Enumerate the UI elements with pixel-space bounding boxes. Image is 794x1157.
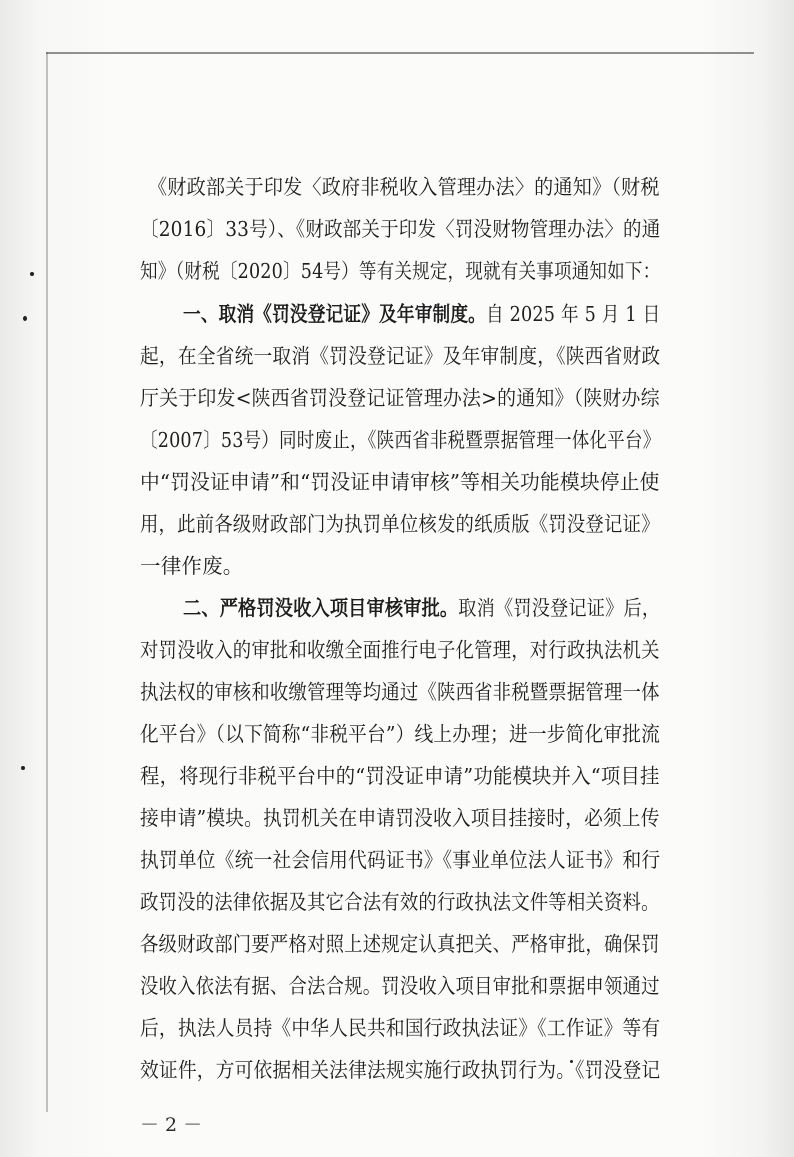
section-1-heading: 一、取消《罚没登记证》及年审制度。 bbox=[183, 302, 486, 326]
text-line: 效证件，方可依据相关法律法规实施行政执罚行为。《罚没登记 bbox=[140, 1058, 661, 1082]
text-line: 用，此前各级财政部门为执罚单位核发的纸质版《罚没登记证》 bbox=[140, 512, 660, 536]
text-line: 《财政部关于印发〈政府非税收入管理办法〉的通知》（财税 bbox=[148, 175, 660, 199]
text-line: 没收入依法有据、合法合规。罚没收入项目审批和票据申领通过 bbox=[140, 974, 660, 998]
text-line: 知》（财税〔2020〕54号）等有关规定，现就有关事项通知如下： bbox=[140, 259, 661, 283]
text-line: 化平台》（以下简称“非税平台”）线上办理；进一步简化审批流 bbox=[140, 722, 661, 746]
text-line: 厅关于印发<陕西省罚没登记证管理办法>的通知》（陕财办综 bbox=[140, 386, 660, 410]
section-1-paragraph-start bbox=[183, 299, 660, 329]
text-line: 后，执法人员持《中华人民共和国行政执法证》《工作证》等有 bbox=[140, 1016, 661, 1040]
text-line: 政罚没的法律依据及其它合法有效的行政执法文件等相关资料。 bbox=[140, 890, 660, 914]
text-line: 〔2007〕53号）同时废止，《陕西省非税暨票据管理一体化平台》 bbox=[140, 428, 661, 452]
text-line: 执法权的审核和收缴管理等均通过《陕西省非税暨票据管理一体 bbox=[140, 680, 660, 704]
text-line: 接申请”模块。执罚机关在申请罚没收入项目挂接时，必须上传 bbox=[140, 806, 660, 830]
section-2-paragraph-start bbox=[183, 593, 660, 623]
text-line: 对罚没收入的审批和收缴全面推行电子化管理，对行政执法机关 bbox=[140, 638, 660, 662]
text-line: 执罚单位《统一社会信用代码证书》《事业单位法人证书》和行 bbox=[140, 848, 661, 872]
page-number: － 2 － bbox=[140, 1114, 203, 1136]
section-2-lead: 取消《罚没登记证》后， bbox=[458, 596, 661, 620]
text-line: 一律作废。 bbox=[140, 554, 244, 578]
text-line: 起，在全省统一取消《罚没登记证》及年审制度，《陕西省财政 bbox=[140, 344, 661, 368]
section-2-heading: 二、严格罚没收入项目审核审批。 bbox=[183, 596, 459, 620]
text-line: 中“罚没证申请”和“罚没证申请审核”等相关功能模块停止使 bbox=[140, 470, 660, 494]
text-line: 程，将现行非税平台中的“罚没证申请”功能模块并入“项目挂 bbox=[140, 764, 660, 788]
text-line: 各级财政部门要严格对照上述规定认真把关、严格审批，确保罚 bbox=[140, 932, 660, 956]
text-line: 〔2016〕33号）、《财政部关于印发〈罚没财物管理办法〉的通 bbox=[140, 217, 661, 241]
section-1-lead: 自 2025 年 5 月 1 日 bbox=[485, 302, 661, 326]
